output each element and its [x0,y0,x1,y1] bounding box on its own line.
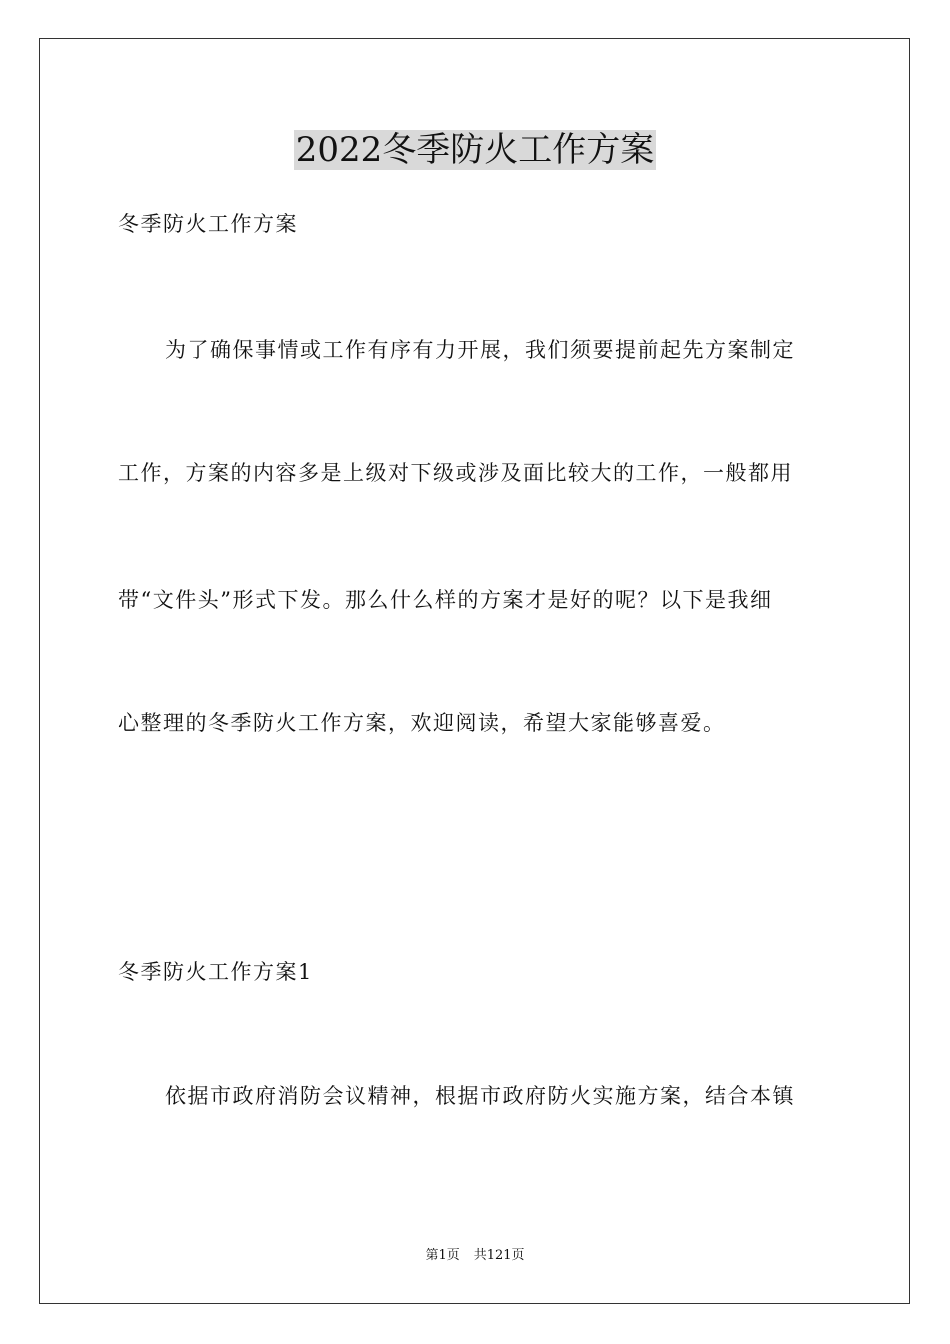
intro-paragraph-line: 心整理的冬季防火工作方案，欢迎阅读，希望大家能够喜爱。 [118,711,726,735]
page-footer [0,1247,950,1265]
section-paragraph-line: 依据市政府消防会议精神，根据市政府防火实施方案，结合本镇 [165,1084,795,1108]
intro-paragraph-line: 工作，方案的内容多是上级对下级或涉及面比较大的工作，一般都用 [118,461,793,485]
section-heading: 冬季防火工作方案1 [118,960,313,984]
page-number: 第1页 [425,1248,460,1263]
page-total: 共121页 [473,1248,525,1263]
document-subheading: 冬季防火工作方案 [118,212,298,236]
intro-paragraph-line: 带“文件头”形式下发。那么什么样的方案才是好的呢？以下是我细 [118,588,773,612]
document-title [0,128,950,172]
intro-paragraph-line: 为了确保事情或工作有序有力开展，我们须要提前起先方案制定 [165,338,795,362]
document-title-text: 2022冬季防火工作方案 [295,130,655,170]
